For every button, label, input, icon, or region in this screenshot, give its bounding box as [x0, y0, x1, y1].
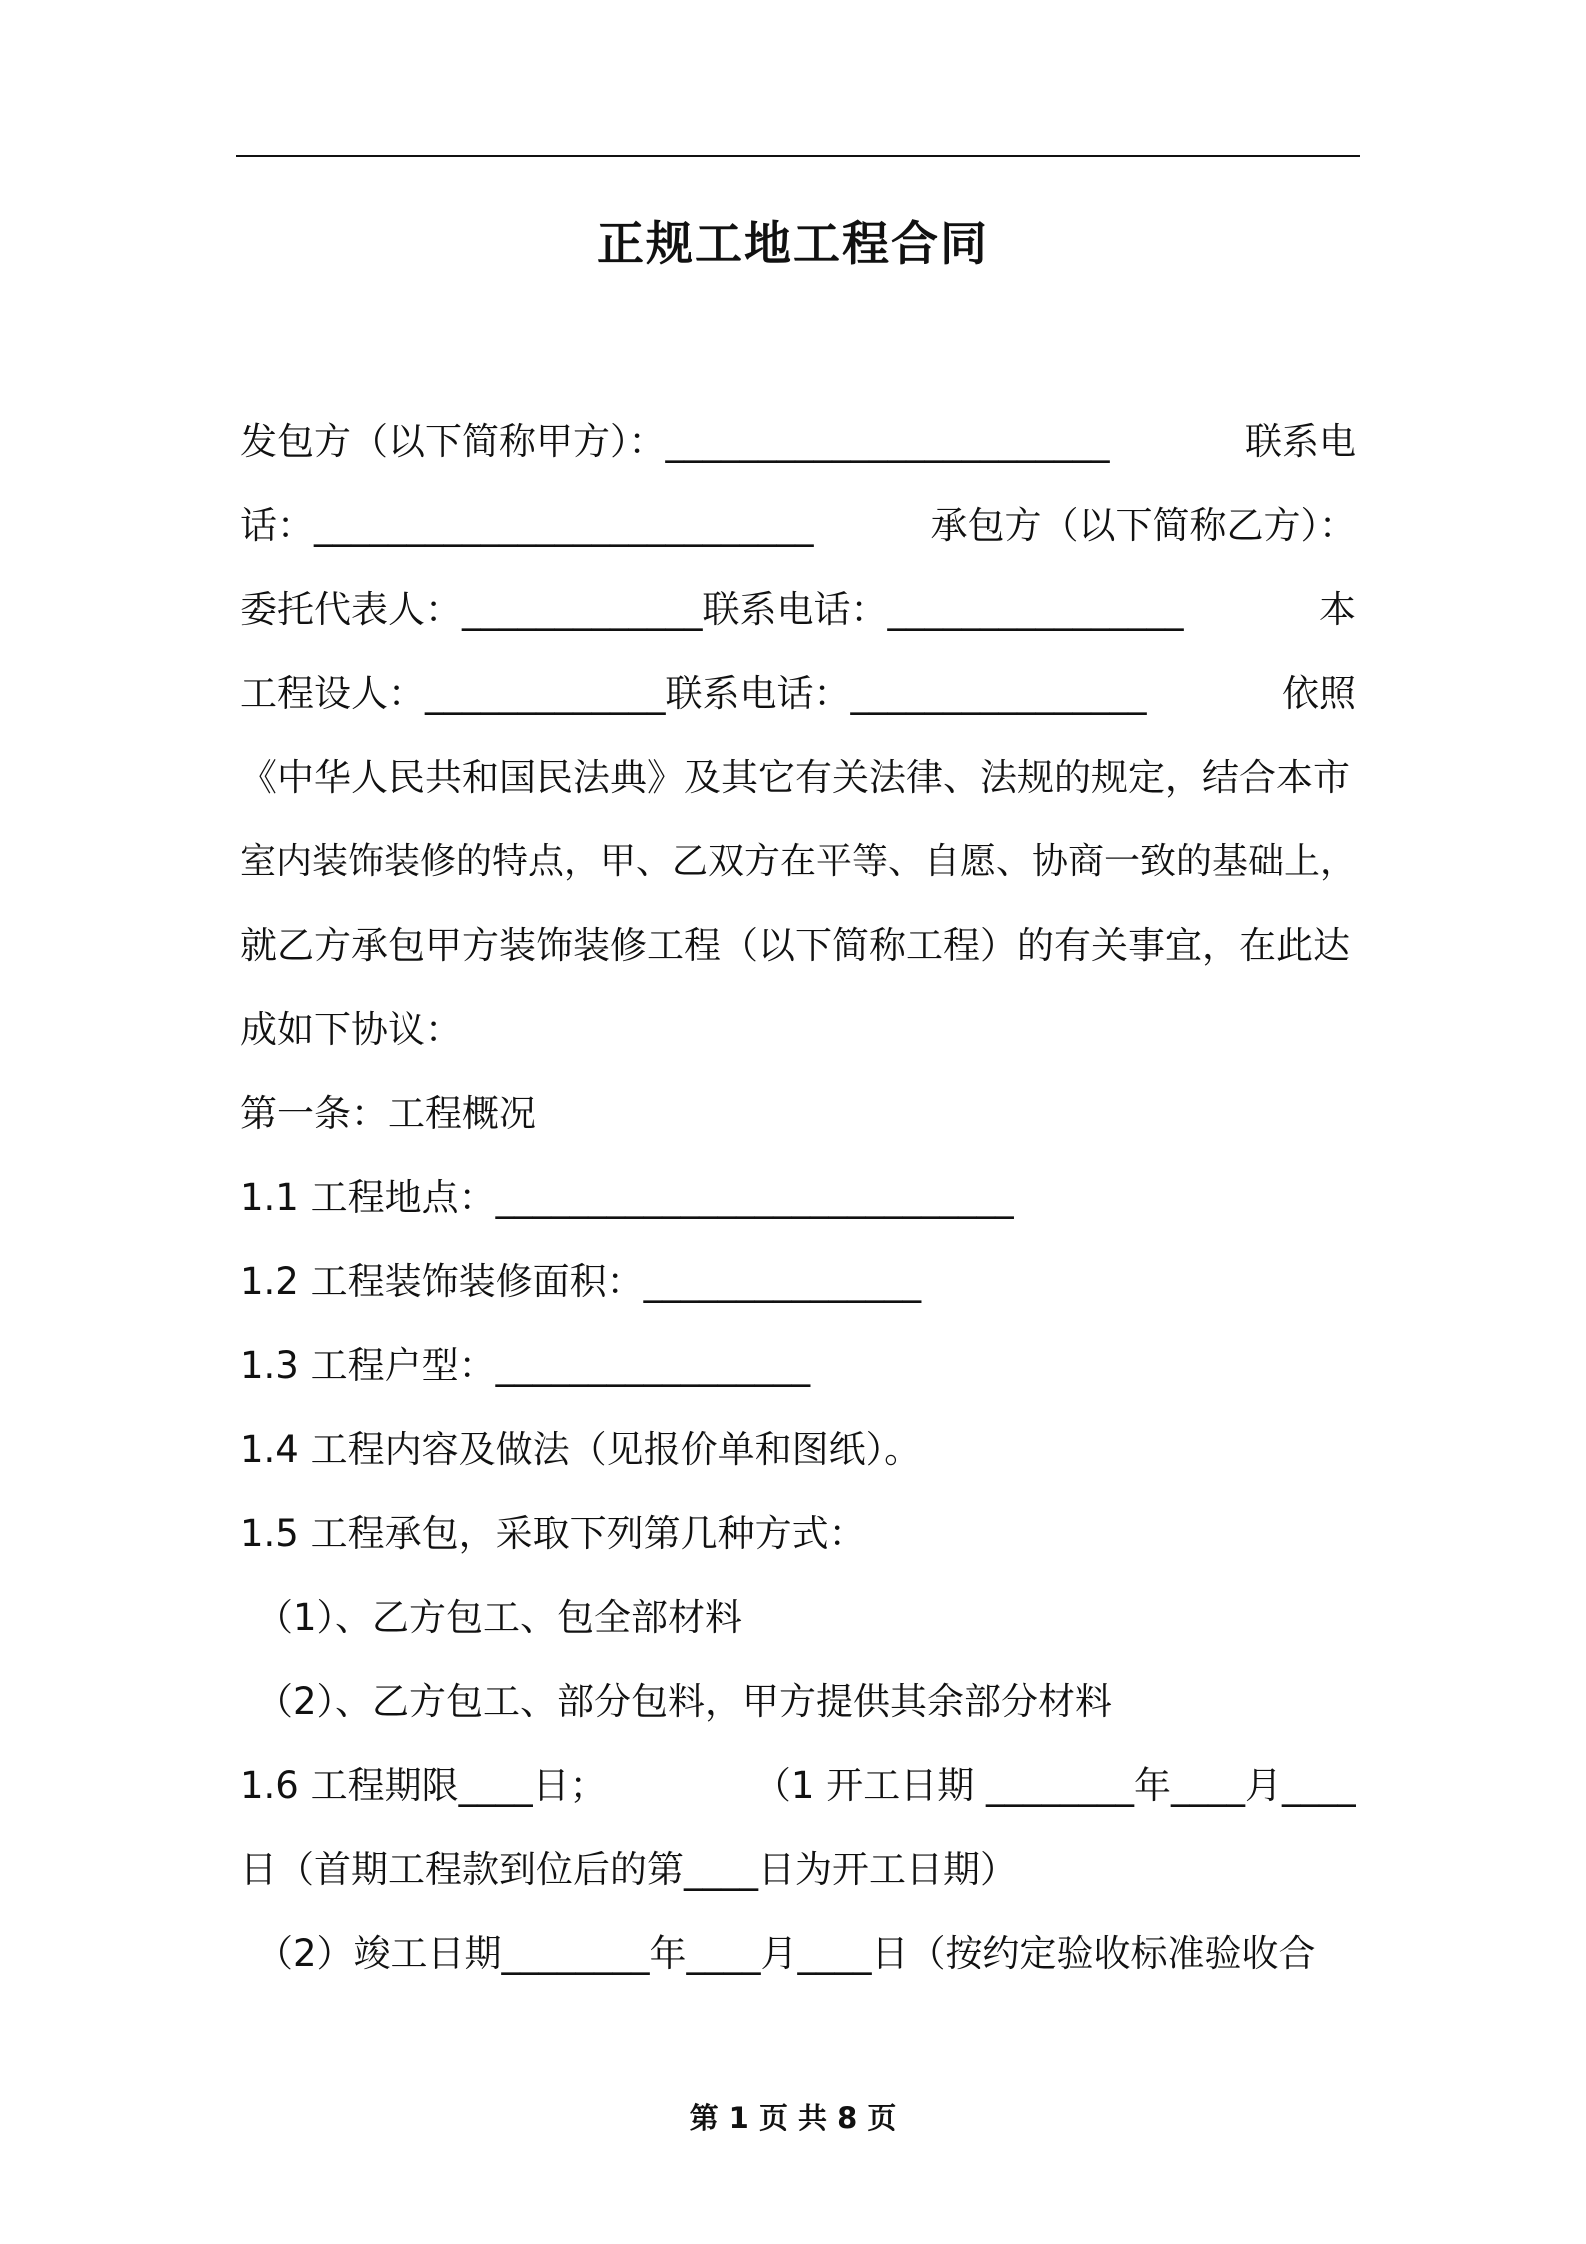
representative-line [240, 568, 1356, 652]
document-title: 正规工地工程合同 [597, 217, 989, 272]
article-heading: 第一条：工程概况 [240, 1092, 536, 1135]
option-1: （1）、乙方包工、包全部材料 [256, 1596, 743, 1639]
representative-tail: 本 [1319, 588, 1356, 631]
clause-1-5: 1.5 工程承包，采取下列第几种方式： [240, 1512, 866, 1555]
party-a-phone-label: 联系电 [1245, 420, 1356, 463]
completion-date-line: （2）竣工日期________年____月____日（按约定验收标准验收合 [256, 1932, 1316, 1975]
engineer-tail: 依照 [1282, 672, 1356, 715]
party-b-text: 承包方（以下简称乙方）： [930, 504, 1356, 547]
clause-1-6 [240, 1744, 1356, 1828]
header-rule [236, 155, 1360, 157]
start-date-note: 日（首期工程款到位后的第____日为开工日期） [240, 1848, 1017, 1891]
paragraph-line: 《中华人民共和国民法典》及其它有关法律、法规的规定，结合本市 [240, 756, 1350, 799]
phone-blank-text: 话：___________________________ [240, 504, 814, 547]
engineer-text: 工程设人：_____________联系电话：________________ [240, 672, 1147, 715]
party-b-line [240, 484, 1356, 568]
paragraph-line: 就乙方承包甲方装饰装修工程（以下简称工程）的有关事宜，在此达 [240, 924, 1350, 967]
party-a-line [240, 400, 1356, 484]
page-footer: 第 1 页 共 8 页 [689, 2101, 897, 2135]
engineer-line [240, 652, 1356, 736]
duration-text: 1.6 工程期限____日； [240, 1764, 607, 1807]
party-a-text: 发包方（以下简称甲方）：________________________ [240, 420, 1110, 463]
contract-body [240, 400, 1356, 1996]
clause-1-4: 1.4 工程内容及做法（见报价单和图纸）。 [240, 1428, 922, 1471]
clause-1-3: 1.3 工程户型：_________________ [240, 1344, 811, 1387]
start-date-text: （1 开工日期 ________年____月____ [753, 1764, 1356, 1807]
clause-1-2: 1.2 工程装饰装修面积：_______________ [240, 1260, 922, 1303]
representative-text: 委托代表人：_____________联系电话：________________ [240, 588, 1184, 631]
paragraph-line: 成如下协议： [240, 1008, 462, 1051]
paragraph-line: 室内装饰装修的特点，甲、乙双方在平等、自愿、协商一致的基础上， [240, 841, 1356, 882]
clause-1-1: 1.1 工程地点：____________________________ [240, 1176, 1014, 1219]
option-2: （2）、乙方包工、部分包料，甲方提供其余部分材料 [256, 1680, 1113, 1723]
